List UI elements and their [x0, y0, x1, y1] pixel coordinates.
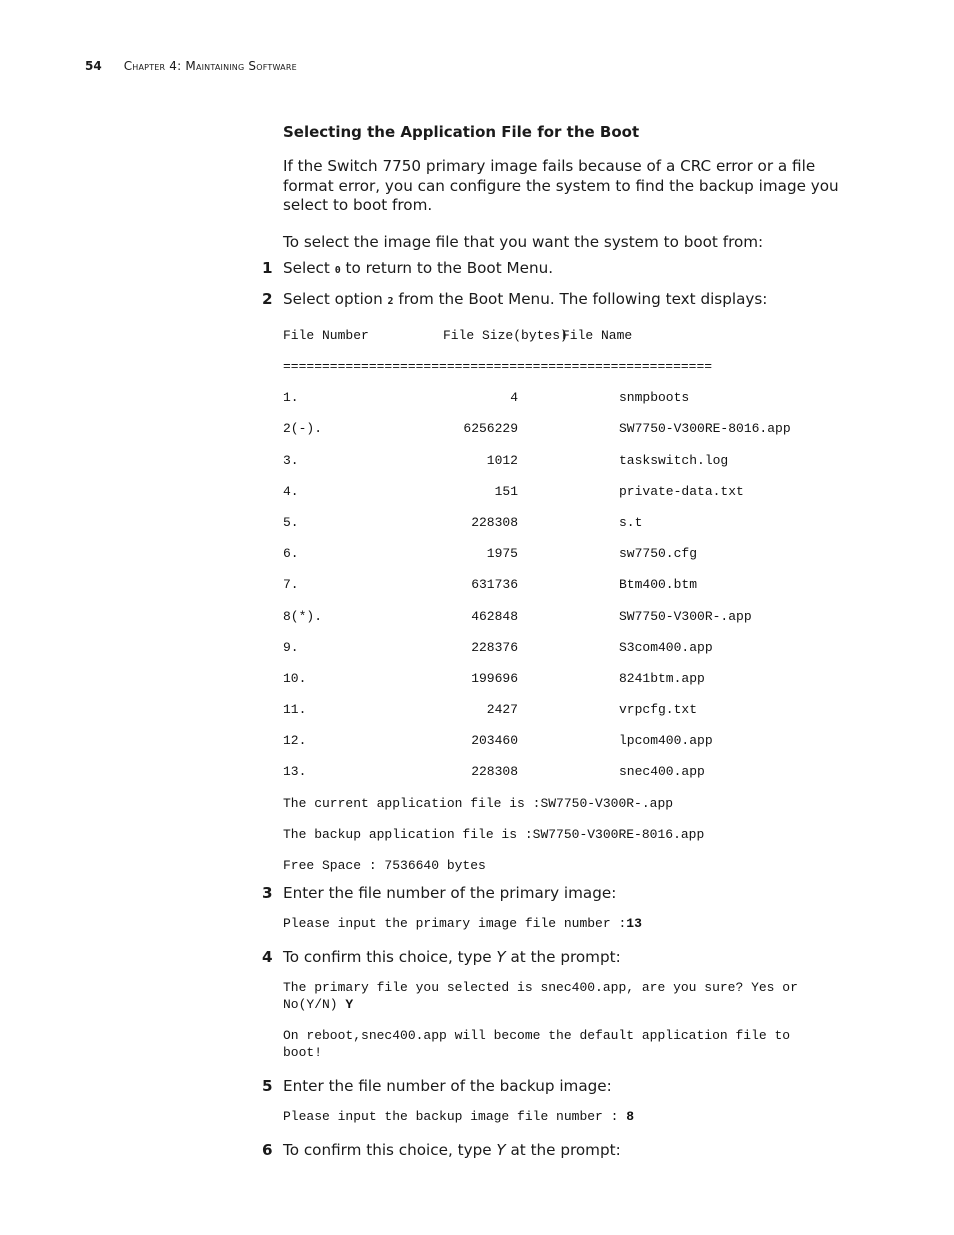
file-size-cell: 151 [494, 483, 518, 499]
user-input: 13 [626, 915, 642, 931]
table-row [283, 639, 853, 670]
column-header: File Number [283, 328, 369, 343]
step-text: Select [283, 259, 335, 277]
file-number-cell: 2(-). [283, 421, 323, 437]
column-header: File Size(bytes) [443, 328, 568, 343]
step-text: Enter the file number of the primary image: [283, 883, 617, 902]
file-number-cell: 9. [283, 639, 299, 655]
file-size-cell: 228376 [471, 639, 518, 655]
current-app-line: The current application file is :SW7750-V300R-.app [283, 795, 674, 811]
step-number: 2 [262, 290, 273, 308]
file-name-cell: SW7750-V300RE-8016.app [619, 421, 791, 437]
step-3 [262, 883, 853, 903]
file-name-cell: snmpboots [619, 390, 690, 406]
step-text: To confirm this choice, type [283, 1140, 497, 1159]
prompt-text: Please input the backup image file number : [283, 1108, 627, 1124]
table-row [283, 483, 853, 514]
step-number: 4 [262, 947, 273, 966]
page-number: 54 [85, 59, 102, 73]
running-header [85, 58, 297, 74]
main-content [262, 122, 853, 1168]
intro-paragraph: If the Switch 7750 primary image fails because of a CRC error or a file format error, you can configure the system to find the backup image you select to boot from. [283, 157, 839, 214]
step-text: To confirm this choice, type [283, 947, 497, 966]
step-number: 6 [262, 1140, 273, 1159]
instruction-paragraph: To select the image file that you want the system to boot from: [283, 232, 764, 251]
file-size-cell: 228308 [471, 764, 518, 780]
file-name-cell: s.t [619, 514, 643, 530]
file-table-header [283, 327, 853, 358]
step-2 [262, 289, 853, 312]
table-row [283, 701, 853, 732]
step-text: at the prompt: [505, 947, 621, 966]
file-number-cell: 12. [283, 733, 307, 749]
confirm-prompt-block [283, 979, 853, 1013]
step-4 [262, 947, 853, 967]
user-input: Y [345, 996, 354, 1012]
primary-prompt-line [283, 915, 853, 932]
table-row [283, 732, 853, 763]
file-size-cell: 6256229 [463, 421, 518, 437]
step-text: from the Boot Menu. The following text displays: [393, 290, 768, 308]
file-name-cell: snec400.app [619, 764, 705, 780]
reboot-message: On reboot,snec400.app will become the default application file to boot! [283, 1027, 791, 1060]
step-emphasis: Y [496, 1140, 506, 1159]
step-number: 5 [262, 1076, 273, 1095]
file-listing [283, 327, 853, 795]
file-name-cell: vrpcfg.txt [619, 702, 698, 718]
table-row [283, 545, 853, 576]
inline-code: 0 [334, 265, 341, 276]
table-row [283, 514, 853, 545]
file-size-cell: 1012 [486, 452, 518, 468]
file-size-cell: 1975 [486, 546, 518, 562]
file-number-cell: 1. [283, 390, 299, 406]
file-name-cell: Btm400.btm [619, 577, 698, 593]
inline-code: 2 [387, 296, 394, 307]
step-text: to return to the Boot Menu. [340, 259, 554, 277]
file-size-cell: 199696 [471, 670, 518, 686]
table-row [283, 389, 853, 420]
file-number-cell: 13. [283, 764, 307, 780]
section-heading: Selecting the Application File for the Boot [283, 123, 640, 141]
step-5 [262, 1076, 853, 1096]
table-row [283, 452, 853, 483]
file-number-cell: 6. [283, 546, 299, 562]
table-row [283, 420, 853, 451]
backup-prompt-line [283, 1108, 853, 1125]
file-size-cell: 462848 [471, 608, 518, 624]
file-number-cell: 11. [283, 702, 307, 718]
prompt-text: Please input the primary image file number : [283, 915, 627, 931]
file-number-cell: 5. [283, 514, 299, 530]
file-name-cell: lpcom400.app [619, 733, 713, 749]
step-text: at the prompt: [505, 1140, 621, 1159]
file-number-cell: 7. [283, 577, 299, 593]
file-rows [283, 389, 853, 794]
user-input: 8 [626, 1108, 635, 1124]
file-size-cell: 631736 [471, 577, 518, 593]
file-name-cell: SW7750-V300R-.app [619, 608, 752, 624]
file-size-cell: 2427 [486, 702, 518, 718]
file-size-cell: 203460 [471, 733, 518, 749]
free-space-line: Free Space : 7536640 bytes [283, 857, 486, 873]
prompt-text: The primary file you selected is snec400.app, are you sure? Yes or No(Y/N) [283, 979, 798, 1012]
table-row [283, 670, 853, 701]
file-number-cell: 3. [283, 452, 299, 468]
table-row [283, 608, 853, 639]
step-1 [262, 258, 853, 281]
file-name-cell: private-data.txt [619, 483, 744, 499]
step-number: 1 [262, 259, 273, 277]
step-text: Enter the file number of the backup image: [283, 1076, 612, 1095]
backup-app-line: The backup application file is :SW7750-V300RE-8016.app [283, 826, 705, 842]
file-size-cell: 228308 [471, 514, 518, 530]
file-size-cell: 4 [510, 390, 518, 406]
console-output [283, 795, 853, 883]
file-number-cell: 10. [283, 670, 307, 686]
table-row [283, 763, 853, 794]
step-6 [262, 1140, 853, 1160]
file-name-cell: taskswitch.log [619, 452, 729, 468]
file-name-cell: S3com400.app [619, 639, 713, 655]
file-number-cell: 4. [283, 483, 299, 499]
step-number: 3 [262, 883, 273, 902]
column-header: File Name [562, 328, 633, 343]
chapter-title: Chapter 4: Maintaining Software [123, 59, 297, 73]
table-row [283, 576, 853, 607]
file-number-cell: 8(*). [283, 608, 323, 624]
separator-line: ======================================================= [283, 359, 713, 375]
file-name-cell: 8241btm.app [619, 670, 705, 686]
file-name-cell: sw7750.cfg [619, 546, 698, 562]
step-emphasis: Y [496, 947, 506, 966]
step-text: Select option [283, 290, 388, 308]
